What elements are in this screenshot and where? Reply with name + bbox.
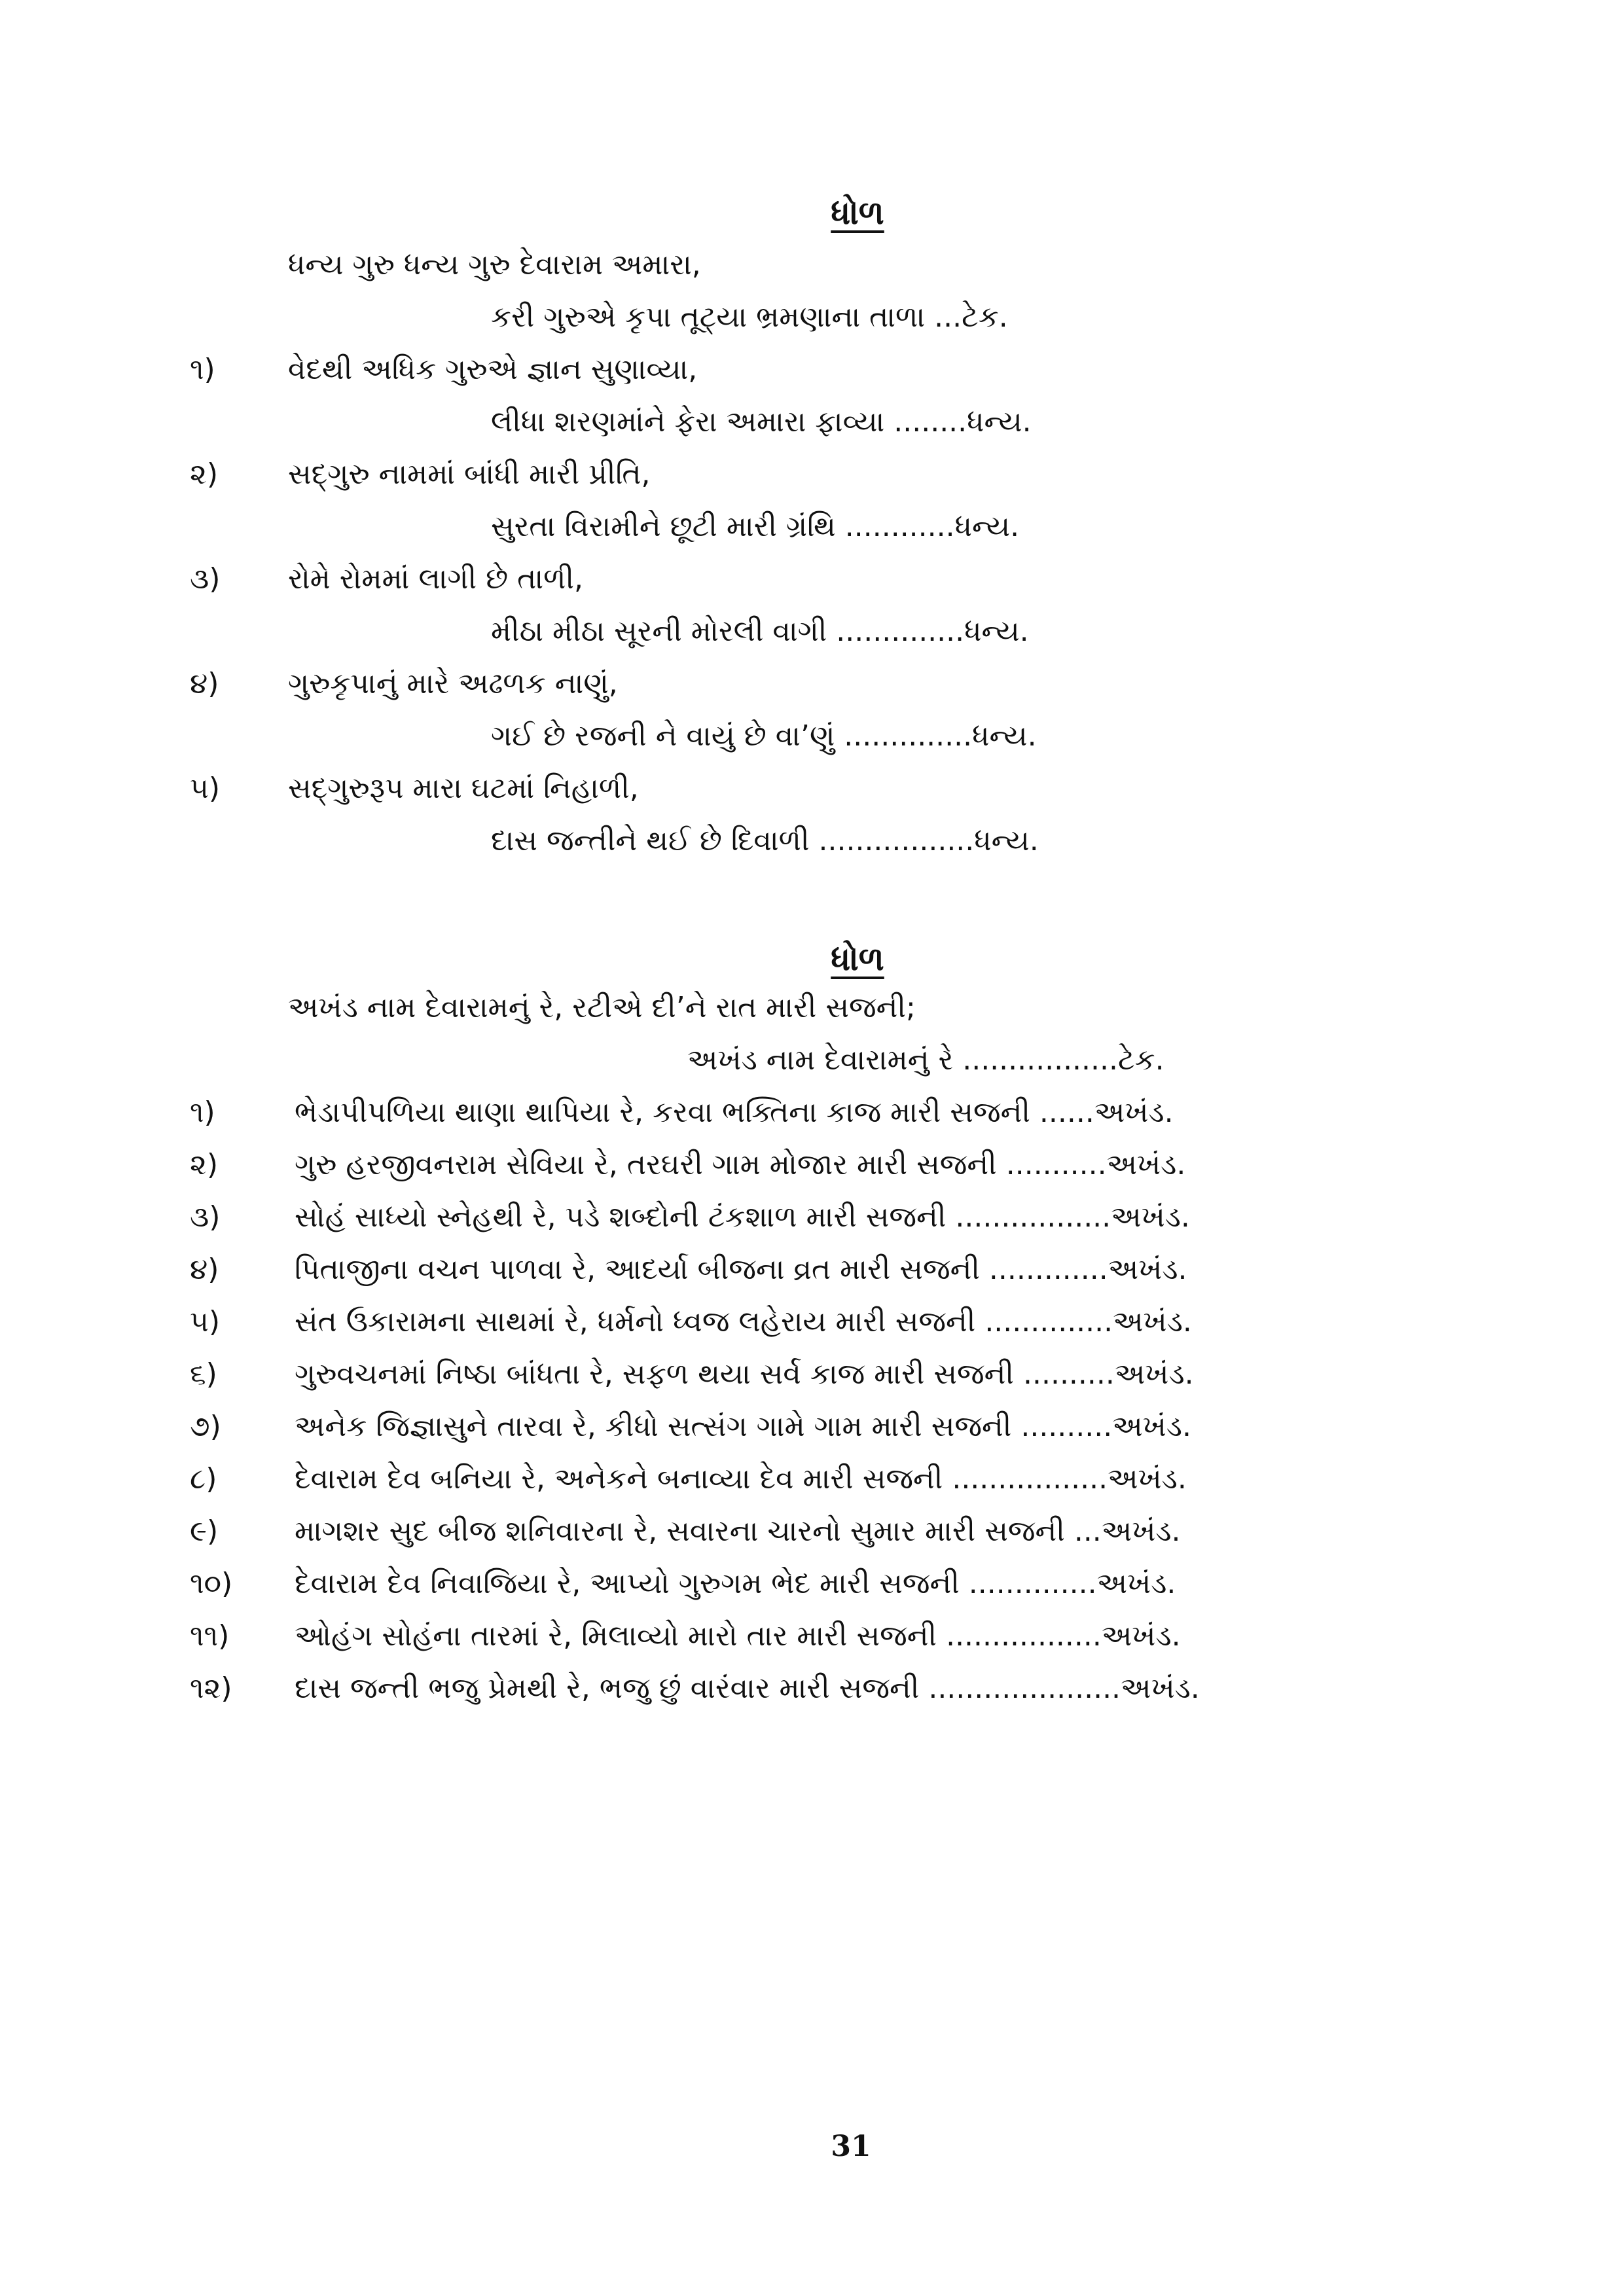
- section2-verse10-number: ૧૦): [190, 1567, 233, 1600]
- section2-refrain-line1: અખંડ નામ દેવારામનું રે, રટીએ દી’ને રાત મારી સજની;: [288, 991, 916, 1024]
- section2-verse7-number: ૭): [190, 1410, 221, 1443]
- section1-refrain-line2: કરી ગુરુએ કૃપા તૂટ્યા ભ્રમણાના તાળા ...ટેક.: [491, 300, 1008, 334]
- section1-verse2-line2: સુરતા વિરામીને છૂટી મારી ગ્રંથિ ............ધન્ય.: [491, 510, 1020, 543]
- section1-verse1-number: ૧): [190, 353, 215, 386]
- section2-verse10-text: દેવારામ દેવ નિવાજિયા રે, આપ્યો ગુરુગમ ભેદ મારી સજની ..............અખંડ.: [295, 1567, 1176, 1600]
- section1-verse4-line2: ગઈ છે રજની ને વાયું છે વા’ણું ..............ધન્ય.: [491, 719, 1037, 753]
- section2-verse12-number: ૧૨): [190, 1672, 232, 1705]
- section1-verse2-line1: સદ્‌ગુરુ નામમાં બાંધી મારી પ્રીતિ,: [288, 457, 651, 491]
- section2-verse6-text: ગુરુવચનમાં નિષ્ઠા બાંધતા રે, સફળ થયા સર્વ કાજ મારી સજની ..........અખંડ.: [295, 1357, 1194, 1391]
- section1-verse5-line1: સદ્‌ગુરુરૂપ મારા ઘટમાં નિહાળી,: [288, 772, 639, 805]
- section1-verse3-line1: રોમે રોમમાં લાગી છે તાળી,: [288, 562, 584, 596]
- section2-refrain-line2: અખંડ નામ દેવારામનું રે .................ટેક.: [687, 1043, 1164, 1077]
- section2-verse3-text: સોહં સાધ્યો સ્નેહથી રે, પડે શબ્દોની ટંકશાળ મારી સજની .................અખંડ.: [295, 1200, 1190, 1234]
- section2-heading: ધોળ: [831, 940, 884, 978]
- section2-verse9-text: માગશર સુદ બીજ શનિવારના રે, સવારના ચારનો સુમાર મારી સજની ...અખંડ.: [295, 1515, 1181, 1548]
- section1-verse4-number: ૪): [190, 667, 219, 700]
- section2-verse4-number: ૪): [190, 1253, 219, 1286]
- section1-verse1-line1: વેદથી અધિક ગુરુએ જ્ઞાન સુણાવ્યા,: [288, 353, 698, 386]
- section2-verse1-number: ૧): [190, 1096, 215, 1129]
- section1-verse2-number: ૨): [190, 457, 218, 491]
- section2-verse4-text: પિતાજીના વચન પાળવા રે, આદર્યા બીજના વ્રત મારી સજની .............અખંડ.: [295, 1253, 1187, 1286]
- section2-verse5-text: સંત ઉકારામના સાથમાં રે, ધર્મનો ધ્વજ લહેરાય મારી સજની ..............અખંડ.: [295, 1305, 1192, 1338]
- section1-verse3-number: ૩): [190, 562, 221, 596]
- section2-verse2-number: ૨): [190, 1148, 218, 1181]
- section1-heading: ધોળ: [831, 194, 884, 232]
- section2-verse11-text: ઓહંગ સોહંના તારમાં રે, મિલાવ્યો મારો તાર મારી સજની .................અખંડ.: [295, 1619, 1181, 1653]
- section2-verse3-number: ૩): [190, 1200, 221, 1234]
- section1-verse1-line2: લીધા શરણમાંને ફેરા અમારા ફાવ્યા ........ધન્ય.: [491, 405, 1032, 439]
- section2-verse5-number: ૫): [190, 1305, 221, 1338]
- section2-verse7-text: અનેક જિજ્ઞાસુને તારવા રે, કીધો સત્સંગ ગામે ગામ મારી સજની ..........અખંડ.: [295, 1410, 1191, 1443]
- section2-verse8-number: ૮): [190, 1462, 217, 1496]
- section2-verse12-text: દાસ જન્તી ભજુ પ્રેમથી રે, ભજુ છું વારંવાર મારી સજની .....................અખંડ.: [295, 1672, 1200, 1705]
- page-number: 31: [831, 2130, 871, 2163]
- section1-verse5-line2: દાસ જન્તીને થઈ છે દિવાળી .................ધન્ય.: [491, 824, 1039, 857]
- section2-verse9-number: ૯): [190, 1515, 219, 1548]
- section2-verse1-text: ભેડાપીપળિયા થાણા થાપિયા રે, કરવા ભક્તિના કાજ મારી સજની ......અખંડ.: [295, 1096, 1174, 1129]
- section1-verse5-number: ૫): [190, 772, 221, 805]
- section2-verse2-text: ગુરુ હરજીવનરામ સેવિયા રે, તરઘરી ગામ મોજાર મારી સજની ...........અખંડ.: [295, 1148, 1186, 1181]
- section2-verse6-number: ૬): [190, 1357, 217, 1391]
- section2-verse8-text: દેવારામ દેવ બનિયા રે, અનેકને બનાવ્યા દેવ મારી સજની .................અખંડ.: [295, 1462, 1187, 1496]
- section1-verse4-line1: ગુરુકૃપાનું મારે અઢળક નાણું,: [288, 667, 618, 700]
- section2-verse11-number: ૧૧): [190, 1619, 230, 1653]
- section1-refrain-line1: ધન્ય ગુરુ ધન્ય ગુરુ દેવારામ અમારા,: [288, 248, 701, 281]
- section1-verse3-line2: મીઠા મીઠા સૂરની મોરલી વાગી ..............ધન્ય.: [491, 615, 1029, 648]
